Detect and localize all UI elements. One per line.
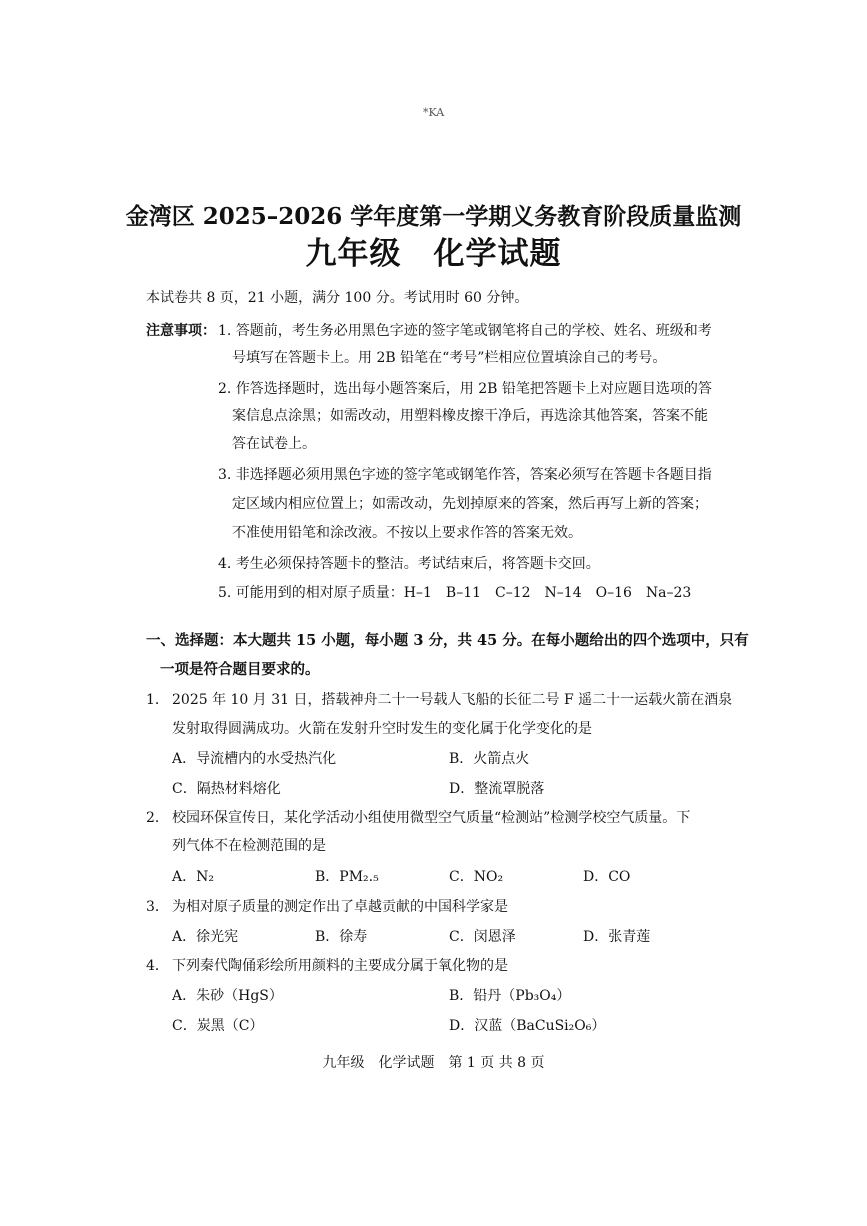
option-c: C．炭黑（C） (172, 1018, 264, 1034)
note-line: 4. 考生必须保持答题卡的整洁。考试结束后，将答题卡交回。 (218, 556, 600, 572)
option-a: A．徐光宪 (172, 929, 239, 945)
exam-title: 金湾区 2025–2026 学年度第一学期义务教育阶段质量监测 (125, 203, 742, 230)
note-line: 案信息点涂黑；如需改动，用塑料橡皮擦干净后，再选涂其他答案，答案不能 (232, 408, 708, 424)
question-number: 4． (146, 958, 169, 974)
option-d: D．张青莲 (583, 929, 651, 945)
note-line: 3. 非选择题必须用黑色字迹的签字笔或钢笔作答，答案必须写在答题卡各题目指 (218, 467, 712, 483)
note-line: 2. 作答选择题时，选出每小题答案后，用 2B 铅笔把答题卡上对应题目选项的答 (218, 381, 712, 397)
question-number: 3． (146, 899, 169, 915)
note-line: 定区域内相应位置上；如需改动，先划掉原来的答案，然后再写上新的答案； (232, 496, 708, 512)
option-a: A．朱砂（HgS） (172, 988, 283, 1004)
note-line: 答在试卷上。 (232, 436, 316, 452)
notes-label: 注意事项： (146, 323, 216, 339)
option-b: B．徐寿 (315, 929, 368, 945)
note-line: 5. 可能用到的相对原子质量：H–1 B–11 C–12 N–14 O–16 Na–23 (218, 585, 692, 601)
question-stem: 为相对原子质量的测定作出了卓越贡献的中国科学家是 (172, 899, 508, 915)
option-b: B．铅丹（Pb₃O₄） (449, 988, 571, 1004)
section-heading-cont: 一项是符合题目要求的。 (160, 661, 320, 678)
option-d: D．整流罩脱落 (449, 781, 545, 797)
option-c: C．NO₂ (449, 869, 504, 885)
page-footer: 九年级 化学试题 第 1 页 共 8 页 (322, 1055, 545, 1071)
option-a: A．导流槽内的水受热汽化 (172, 751, 337, 767)
note-line: 1. 答题前，考生务必用黑色字迹的签字笔或钢笔将自己的学校、姓名、班级和考 (218, 323, 712, 339)
question-number: 1． (146, 692, 169, 708)
note-line: 不准使用铅笔和涂改液。不按以上要求作答的答案无效。 (232, 525, 582, 541)
option-c: C．隔热材料熔化 (172, 781, 281, 797)
option-b: B．PM₂.₅ (315, 869, 379, 885)
top-mark: *KA (423, 106, 445, 119)
exam-intro: 本试卷共 8 页，21 小题，满分 100 分。考试用时 60 分钟。 (146, 290, 529, 306)
question-stem: 列气体不在检测范围的是 (172, 838, 326, 854)
question-number: 2． (146, 810, 169, 826)
note-line: 号填写在答题卡上。用 2B 铅笔在“考号”栏相应位置填涂自己的考号。 (232, 350, 667, 366)
option-c: C．闵恩泽 (449, 929, 516, 945)
option-d: D．汉蓝（BaCuSi₂O₆） (449, 1018, 606, 1034)
question-stem: 发射取得圆满成功。火箭在发射升空时发生的变化属于化学变化的是 (172, 721, 592, 737)
option-a: A．N₂ (172, 869, 214, 885)
section-heading: 一、选择题：本大题共 15 小题，每小题 3 分，共 45 分。在每小题给出的四个选项中，只有 (146, 632, 749, 649)
exam-subtitle: 九年级 化学试题 (305, 236, 562, 272)
question-stem: 2025 年 10 月 31 日，搭载神舟二十一号载人飞船的长征二号 F 遥二十一运载火箭在酒泉 (172, 692, 733, 708)
option-d: D．CO (583, 869, 631, 885)
question-stem: 下列秦代陶俑彩绘所用颜料的主要成分属于氧化物的是 (172, 958, 508, 974)
question-stem: 校园环保宣传日，某化学活动小组使用微型空气质量“检测站”检测学校空气质量。下 (172, 810, 691, 826)
option-b: B．火箭点火 (449, 751, 530, 767)
